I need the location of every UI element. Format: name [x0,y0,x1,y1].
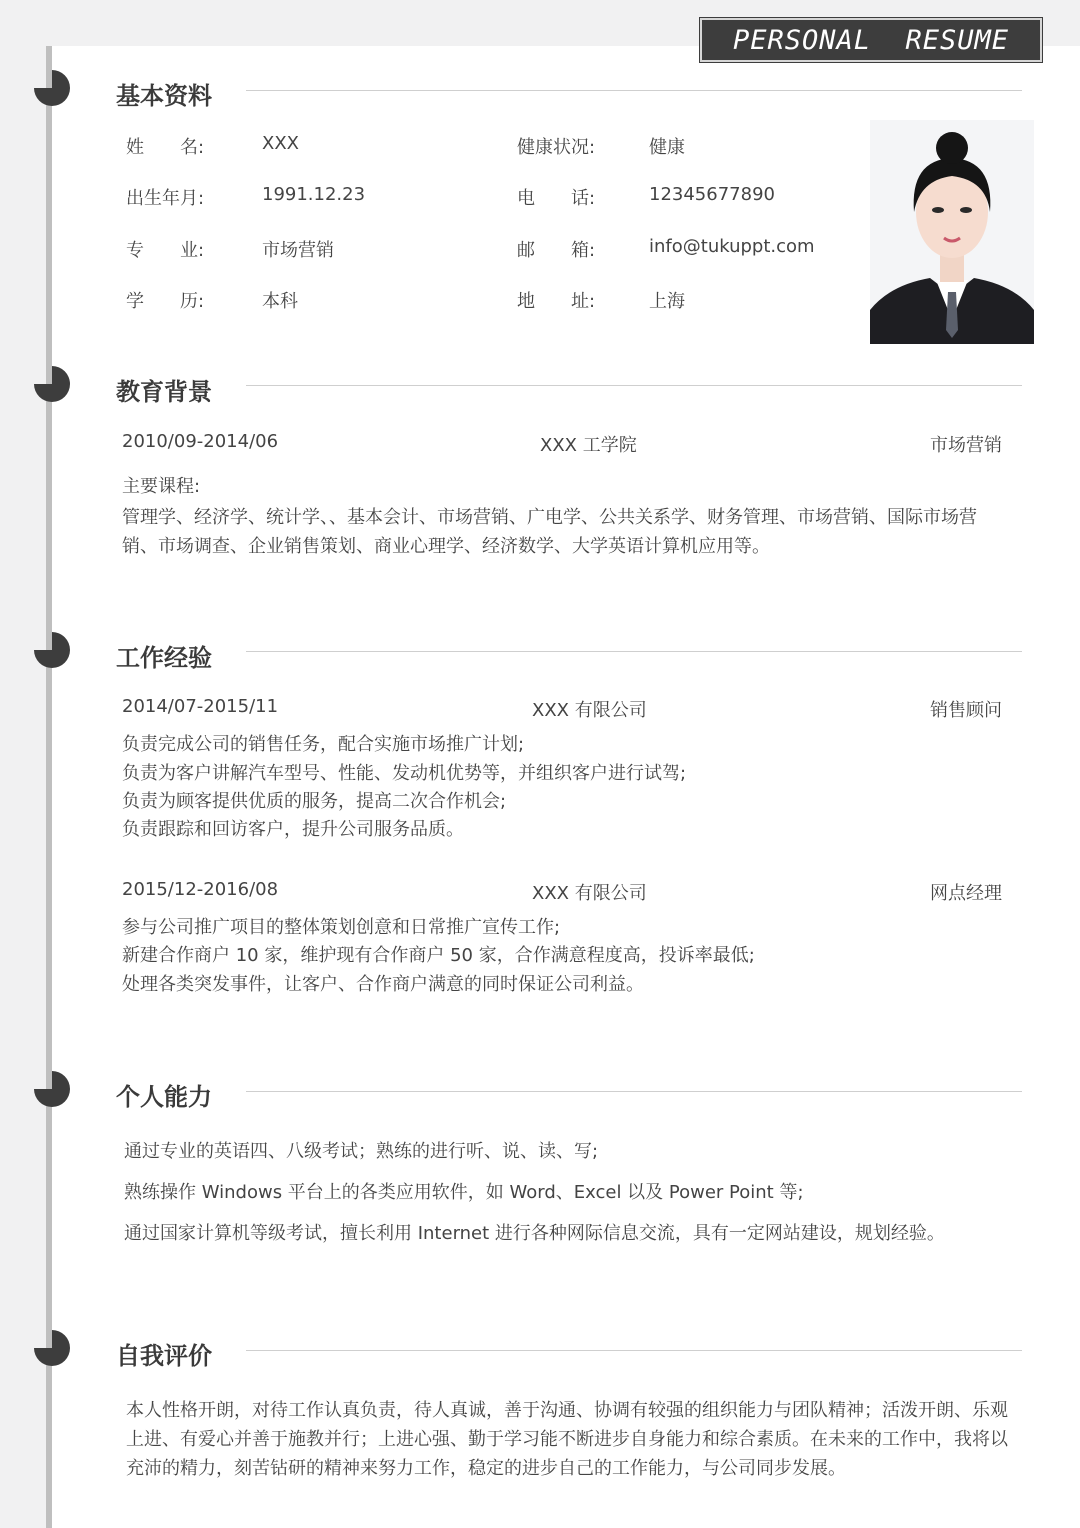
value-degree: 本科 [262,291,298,312]
section-title-self: 自我评价 [116,1342,212,1370]
section-divider [246,385,1022,386]
skill-item: 熟练操作 Windows 平台上的各类应用软件，如 Word、Excel 以及 Power Point 等; [124,1182,804,1203]
label-birth: 出生年月: [126,188,205,209]
label-health: 健康状况: [517,137,596,158]
section-divider [246,1091,1022,1092]
courses-text: 管理学、经济学、统计学、、基本会计、市场营销、广电学、公共关系学、财务管理、市场营销、国际市场营销、市场调查、企业销售策划、商业心理学、经济数学、大学英语计算机应用等。 [122,507,977,557]
value-health: 健康 [649,137,685,158]
job-company: XXX 有限公司 [532,883,647,904]
section-title-skills: 个人能力 [116,1083,212,1111]
job-duty: 负责跟踪和回访客户，提升公司服务品质。 [122,819,464,840]
job-title: 网点经理 [930,883,1002,904]
value-email: info@tukuppt.com [649,236,815,257]
value-major: 市场营销 [262,240,334,261]
job-duty: 负责完成公司的销售任务，配合实施市场推广计划; [122,734,525,755]
self-evaluation-text: 本人性格开朗，对待工作认真负责，待人真诚，善于沟通、协调有较强的组织能力与团队精神；活泼开朗、乐观上进、有爱心并善于施教并行；上进心强、勤于学习能不断进步自身能力和综合素质。在未来的工作中，我将以充沛的精力，刻苦钻研的精神来努力工作，稳定的进步自己的工作能力，与公司同步发展。 [126,1400,1008,1479]
section-marker-icon [34,1071,70,1107]
section-divider [246,90,1022,91]
section-title-education: 教育背景 [116,378,212,406]
section-marker-icon [34,1330,70,1366]
label-phone: 电 话: [517,188,596,209]
section-marker-icon [34,632,70,668]
label-email: 邮 箱: [517,240,596,261]
job-duty: 负责为客户讲解汽车型号、性能、发动机优势等，并组织客户进行试驾; [122,763,687,784]
job-duty: 新建合作商户 10 家，维护现有合作商户 50 家，合作满意程度高，投诉率最低; [122,945,755,966]
job-duty: 负责为顾客提供优质的服务，提高二次合作机会; [122,791,507,812]
resume-banner [700,18,1042,62]
timeline-spine [46,46,52,1528]
profile-photo [870,120,1034,344]
section-title-work: 工作经验 [116,644,212,672]
skill-item: 通过国家计算机等级考试，擅长利用 Internet 进行各种网际信息交流，具有一定网站建设，规划经验。 [124,1223,945,1244]
courses-title: 主要课程: [122,476,201,497]
label-name: 姓 名: [126,137,205,158]
skill-item: 通过专业的英语四、八级考试；熟练的进行听、说、读、写; [124,1141,599,1162]
value-birth: 1991.12.23 [262,184,366,205]
section-divider [246,1350,1022,1351]
education-school: XXX 工学院 [540,435,637,456]
value-phone: 12345677890 [649,184,775,205]
banner-title: PERSONAL RESUME [732,24,1010,56]
label-major: 专 业: [126,240,205,261]
job-period: 2015/12-2016/08 [122,879,279,900]
label-degree: 学 历: [126,291,205,312]
section-divider [246,651,1022,652]
job-duty: 处理各类突发事件，让客户、合作商户满意的同时保证公司利益。 [122,974,644,995]
education-period: 2010/09-2014/06 [122,431,279,452]
job-duty: 参与公司推广项目的整体策划创意和日常推广宣传工作; [122,917,561,938]
section-title-basic: 基本资料 [116,82,212,110]
job-company: XXX 有限公司 [532,700,647,721]
job-period: 2014/07-2015/11 [122,696,279,717]
value-name: XXX [262,133,299,154]
job-title: 销售顾问 [930,700,1002,721]
label-address: 地 址: [517,291,596,312]
education-major: 市场营销 [930,435,1002,456]
section-marker-icon [34,70,70,106]
section-marker-icon [34,366,70,402]
value-address: 上海 [649,291,685,312]
